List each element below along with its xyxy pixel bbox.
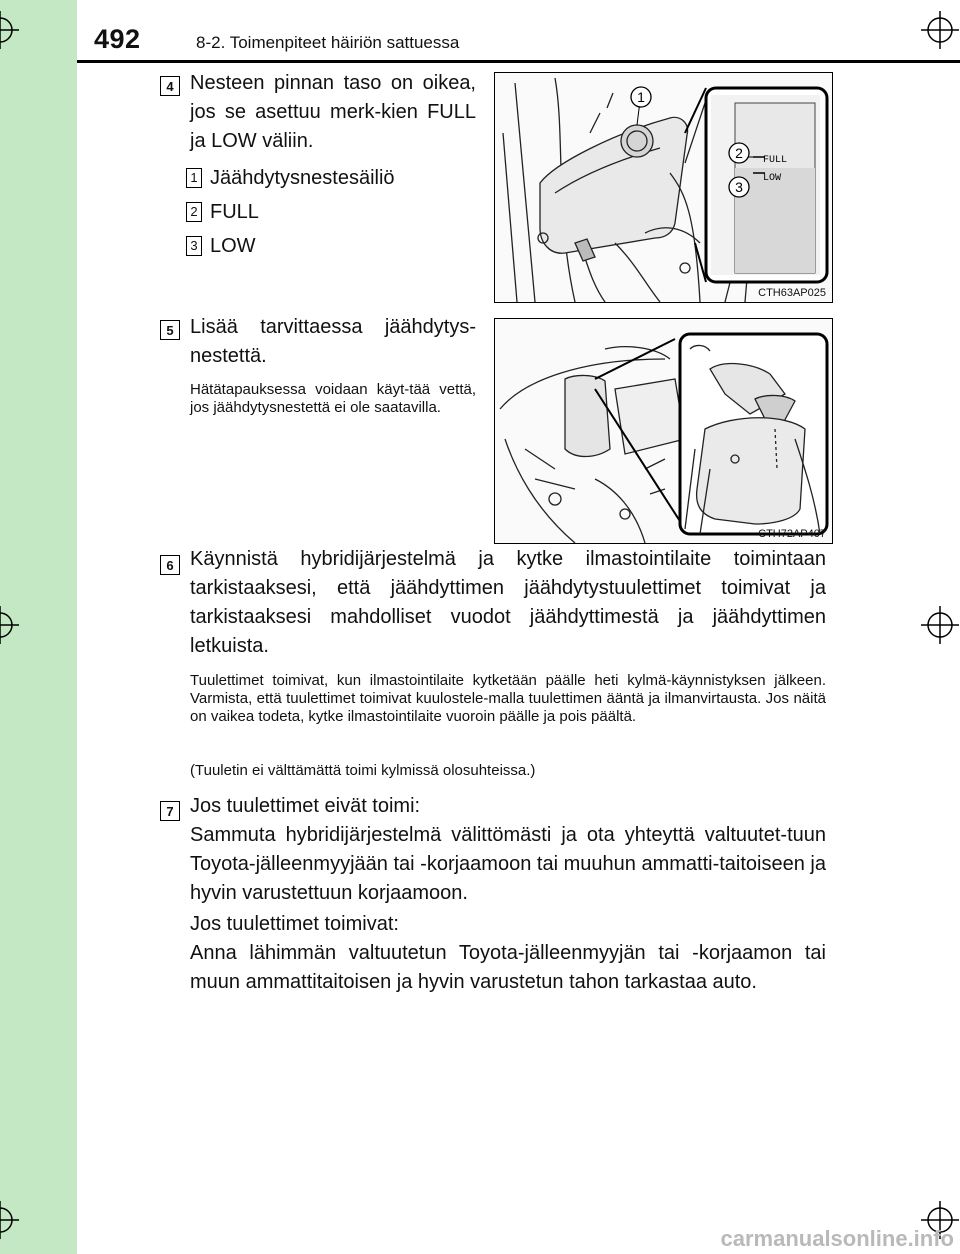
item-number: 3 (186, 236, 202, 256)
full-mark-label: FULL (763, 155, 788, 166)
step-number-4: 4 (160, 76, 180, 96)
step-6-note-2: (Tuuletin ei välttämättä toimi kylmissä olosuhteissa.) (190, 762, 536, 779)
step-7-case-1-text: Sammuta hybridijärjestelmä välittömästi ja ota yhteyttä valtuutet-tuun Toyota-jälleenmyyjään tai -korjaamoon tai muuhun ammatti-taitoiseen ja hyvin varustettuun korjaamoon. (190, 824, 826, 904)
step-number-6: 6 (160, 555, 180, 575)
header-rule (77, 60, 960, 63)
page-number: 492 (94, 24, 141, 54)
callout-3 (729, 177, 749, 197)
registration-mark-icon (0, 11, 19, 49)
registration-mark-icon (0, 1201, 19, 1239)
step-number-5: 5 (160, 320, 180, 340)
list-item (186, 166, 395, 190)
item-number: 1 (186, 168, 202, 188)
step-5-text: Lisää tarvittaessa jäähdytys-nestettä. (190, 316, 476, 367)
registration-mark-icon (921, 606, 959, 644)
figure-code: CTH72AP407 (758, 528, 826, 540)
watermark: carmanualsonline.info (720, 1226, 954, 1251)
engine-bay-illustration (495, 73, 832, 302)
registration-mark-icon (0, 606, 19, 644)
step-4-text: Nesteen pinnan taso on oikea, jos se asettuu merk-kien FULL ja LOW väliin. (190, 72, 476, 152)
step-7-case-1-title: Jos tuulettimet eivät toimi: (190, 795, 421, 817)
item-label: LOW (210, 235, 256, 257)
item-label: Jäähdytysnestesäiliö (210, 167, 395, 189)
step-number-7: 7 (160, 801, 180, 821)
step-7-case-2-title: Jos tuulettimet toimivat: (190, 913, 399, 935)
figure-code: CTH63AP025 (758, 287, 826, 299)
list-item (186, 200, 259, 224)
coolant-reservoir-figure (494, 72, 833, 303)
svg-text:2: 2 (735, 145, 743, 161)
list-item (186, 234, 256, 258)
svg-text:3: 3 (735, 179, 743, 195)
step-7-case-2-text: Anna lähimmän valtuutetun Toyota-jälleenmyyjän tai -korjaamon tai muun ammattitaitoisen ja hyvin varustetun tahon tarkastaa auto. (190, 942, 826, 993)
step-6-note: Tuulettimet toimivat, kun ilmastointilaite kytketään päälle heti kylmä-käynnistyksen jälkeen. Varmista, että tuulettimet toimivat kuulostele-malla tuulettimen ääntä ja ilmanvirtausta. Jos näitä on vaikea todeta, kytke ilmastointilaite vuoroin päälle ja pois päältä. (190, 672, 826, 725)
svg-text:1: 1 (637, 89, 645, 105)
refill-illustration (495, 319, 832, 543)
callout-1 (631, 87, 651, 125)
add-coolant-figure (494, 318, 833, 544)
registration-mark-icon (921, 11, 959, 49)
item-label: FULL (210, 201, 259, 223)
section-title: 8-2. Toimenpiteet häiriön sattuessa (196, 33, 460, 52)
low-mark-label: LOW (763, 173, 782, 184)
item-number: 2 (186, 202, 202, 222)
step-5-note: Hätätapauksessa voidaan käyt-tää vettä, jos jäähdytysnestettä ei ole saatavilla. (190, 381, 476, 416)
step-6-text: Käynnistä hybridijärjestelmä ja kytke ilmastointilaite toimintaan tarkistaaksesi, että jäähdyttimen jäähdytystuulettimet toimivat ja tarkistaaksesi mahdolliset vuodot jäähdyttimestä ja jäähdyttimen letkuista. (190, 548, 826, 657)
